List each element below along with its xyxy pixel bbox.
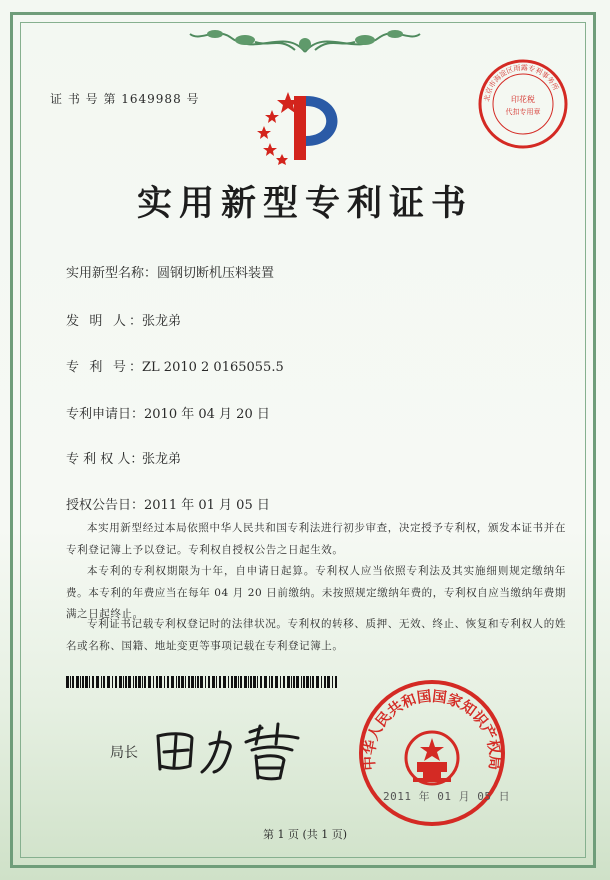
inventor-value: 张龙弟 (142, 314, 182, 329)
filing-date-value: 2010 年 04 月 20 日 (144, 407, 270, 422)
svg-text:印花税: 印花税 (511, 95, 535, 104)
patent-office-logo (248, 88, 353, 168)
body-paragraph-2: 本专利的专利权期限为十年，自申请日起算。专利权人应当依照专利法及其实施细则规定缴纳年费。本专利的年费应当在每年 04 月 20 日前缴纳。未按照规定缴纳年费的，专利权自应当缴纳年费期满之日起终止。 (66, 565, 566, 620)
page-number: 第 1 页 (共 1 页) (262, 828, 348, 841)
director-label: 局长 (110, 745, 138, 761)
patent-number-label: 专 利 号： (66, 360, 142, 375)
top-ornament (185, 22, 425, 62)
grant-date-row (66, 494, 270, 513)
body-paragraph-3: 专利证书记载专利权登记时的法律状况。专利权的转移、质押、无效、终止、恢复和专利权人的姓名或名称、国籍、地址变更等事项记载在专利登记簿上。 (66, 618, 566, 652)
barcode (66, 676, 339, 688)
patent-number-row (66, 356, 284, 375)
utility-name-value: 圆钢切断机压料装置 (157, 266, 275, 281)
svg-text:北京市海淀区雨露专利事务所: 北京市海淀区雨露专利事务所 (482, 63, 560, 103)
patentee-row (66, 448, 181, 467)
utility-name-label: 实用新型名称： (66, 266, 158, 281)
filing-date-label: 专利申请日： (66, 407, 145, 422)
page-title: 实用新型专利证书 (136, 183, 473, 224)
state-ip-office-seal (357, 678, 507, 828)
body-paragraph-1: 本实用新型经过本局依照中华人民共和国专利法进行初步审查，决定授予专利权，颁发本证书并在专利登记簿上予以登记。专利权自授权公告之日起生效。 (66, 522, 566, 556)
director-signature (150, 714, 310, 784)
grant-date-value: 2011 年 01 月 05 日 (144, 498, 270, 513)
filing-date-row (66, 403, 270, 422)
patentee-value: 张龙弟 (142, 452, 182, 467)
inventor-label: 发 明 人： (66, 314, 142, 329)
svg-text:代扣专用章: 代扣专用章 (505, 108, 541, 116)
agency-tax-seal (477, 58, 569, 150)
certificate-number: 证 书 号 第 1649988 号 (50, 92, 200, 106)
seal-date: 2011 年 01 月 05 日 (383, 790, 511, 803)
inventor-row (66, 310, 181, 329)
grant-date-label: 授权公告日： (66, 498, 145, 513)
utility-name-row (66, 262, 274, 281)
patent-number-value: ZL 2010 2 0165055.5 (142, 360, 284, 375)
patentee-label: 专 利 权 人： (66, 452, 144, 467)
svg-text:中华人民共和国国家知识产权局: 中华人民共和国国家知识产权局 (360, 687, 504, 771)
